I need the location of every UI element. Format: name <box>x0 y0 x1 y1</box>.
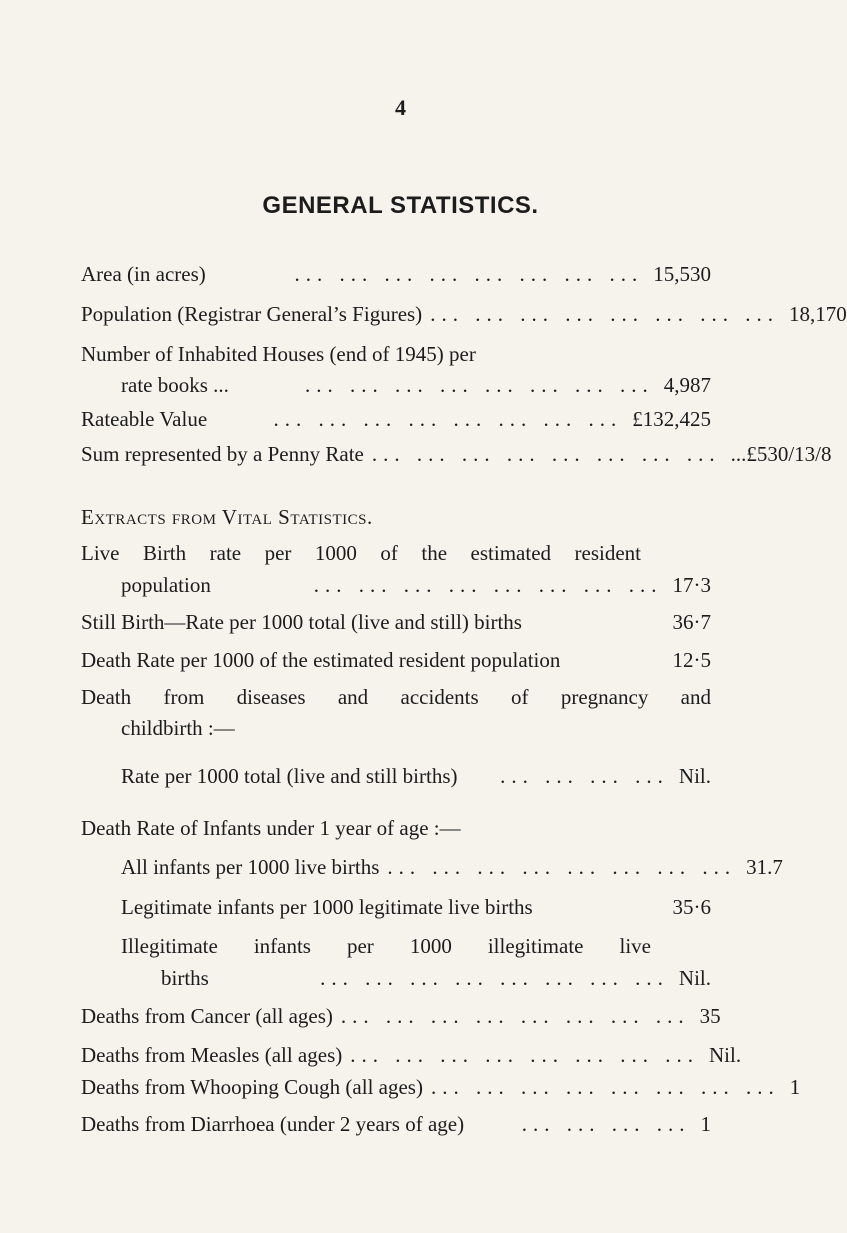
rateable-value-label: Rateable Value <box>81 407 208 431</box>
population-value: 18,170 <box>788 302 847 326</box>
infants-heading: Death Rate of Infants under 1 year of age :— <box>81 816 461 840</box>
death-rate-label: Death Rate per 1000 of the estimated resident population <box>81 648 561 672</box>
live-birth-row: population ... ... ... ... ... ... ... ... 17·3 <box>121 573 711 597</box>
pregnancy-label-line2: childbirth :— <box>121 716 235 740</box>
infants-illegitimate-label-line2: births <box>161 966 209 990</box>
cancer-label: Deaths from Cancer (all ages) <box>81 1004 333 1028</box>
penny-rate-label: Sum represented by a Penny Rate <box>81 442 364 466</box>
cancer-value: 35 <box>699 1004 721 1028</box>
diarrhoea-value: 1 <box>700 1112 711 1136</box>
area-value: 15,530 <box>653 262 711 286</box>
diarrhoea-row: Deaths from Diarrhoea (under 2 years of age) ... ... ... ... 1 <box>81 1112 711 1136</box>
population-row: Population (Registrar General’s Figures) ... ... ... ... ... ... ... ... 18,170 <box>81 302 847 326</box>
infants-all-value: 31.7 <box>746 855 783 879</box>
infants-all-row: All infants per 1000 live births ... ... ... ... ... ... ... ... 31.7 <box>121 855 783 879</box>
pregnancy-rate-label: Rate per 1000 total (live and still births) <box>121 764 458 788</box>
whooping-label: Deaths from Whooping Cough (all ages) <box>81 1075 423 1099</box>
live-birth-value: 17·3 <box>672 573 711 597</box>
area-label: Area (in acres) <box>81 262 206 286</box>
measles-value: Nil. <box>709 1043 742 1067</box>
live-birth-label-line2: population <box>121 573 211 597</box>
cancer-row: Deaths from Cancer (all ages) ... ... ... ... ... ... ... ... 35 <box>81 1004 721 1028</box>
rateable-value-row: Rateable Value ... ... ... ... ... ... ... ... £132,425 <box>81 407 711 431</box>
whooping-value: 1 <box>789 1075 801 1099</box>
infants-all-label: All infants per 1000 live births <box>121 855 380 879</box>
measles-row: Deaths from Measles (all ages) ... ... ... ... ... ... ... ... Nil. <box>81 1043 742 1067</box>
live-birth-label-line1: Live Birth rate per 1000 of the estimated resident <box>81 541 641 565</box>
still-birth-row <box>81 610 711 635</box>
death-rate-value: 12·5 <box>672 648 711 672</box>
houses-label-line1: Number of Inhabited Houses (end of 1945) per <box>81 342 476 366</box>
diarrhoea-label: Deaths from Diarrhoea (under 2 years of age) <box>81 1112 465 1136</box>
measles-label: Deaths from Measles (all ages) <box>81 1043 343 1067</box>
still-birth-value: 36·7 <box>672 610 711 634</box>
pregnancy-label-line1: Death from diseases and accidents of pregnancy and <box>81 685 711 709</box>
rateable-value-value: £132,425 <box>632 407 711 431</box>
houses-row: rate books ... ... ... ... ... ... ... ... ... 4,987 <box>121 373 711 397</box>
pregnancy-rate-value: Nil. <box>678 764 711 788</box>
houses-value: 4,987 <box>663 373 711 397</box>
penny-rate-value: ...£530/13/8 <box>730 442 832 466</box>
penny-rate-row: Sum represented by a Penny Rate ... ... ... ... ... ... ... ... ...£530/13/8 <box>81 442 832 466</box>
pregnancy-rate-row: Rate per 1000 total (live and still births) ... ... ... ... Nil. <box>121 764 711 788</box>
vital-heading: Extracts from Vital Statistics. <box>81 505 373 529</box>
population-label: Population (Registrar General’s Figures) <box>81 302 423 326</box>
death-rate-row <box>81 648 711 673</box>
houses-label-line2: rate books ... <box>121 373 229 397</box>
whooping-row: Deaths from Whooping Cough (all ages) ... ... ... ... ... ... ... ... 1 <box>81 1075 801 1099</box>
area-row: Area (in acres) ... ... ... ... ... ... ... ... 15,530 <box>81 262 711 286</box>
infants-legitimate-row <box>121 895 711 920</box>
infants-illegitimate-value: Nil. <box>678 966 711 990</box>
infants-legitimate-label: Legitimate infants per 1000 legitimate live births <box>121 895 533 919</box>
infants-illegitimate-row: births ... ... ... ... ... ... ... ... Nil. <box>161 966 711 990</box>
page-title: GENERAL STATISTICS. <box>262 192 539 219</box>
infants-illegitimate-label-line1: Illegitimate infants per 1000 illegitimate live <box>121 934 651 958</box>
infants-legitimate-value: 35·6 <box>672 895 711 919</box>
page-number: 4 <box>395 95 406 120</box>
still-birth-label: Still Birth—Rate per 1000 total (live and still) births <box>81 610 522 634</box>
